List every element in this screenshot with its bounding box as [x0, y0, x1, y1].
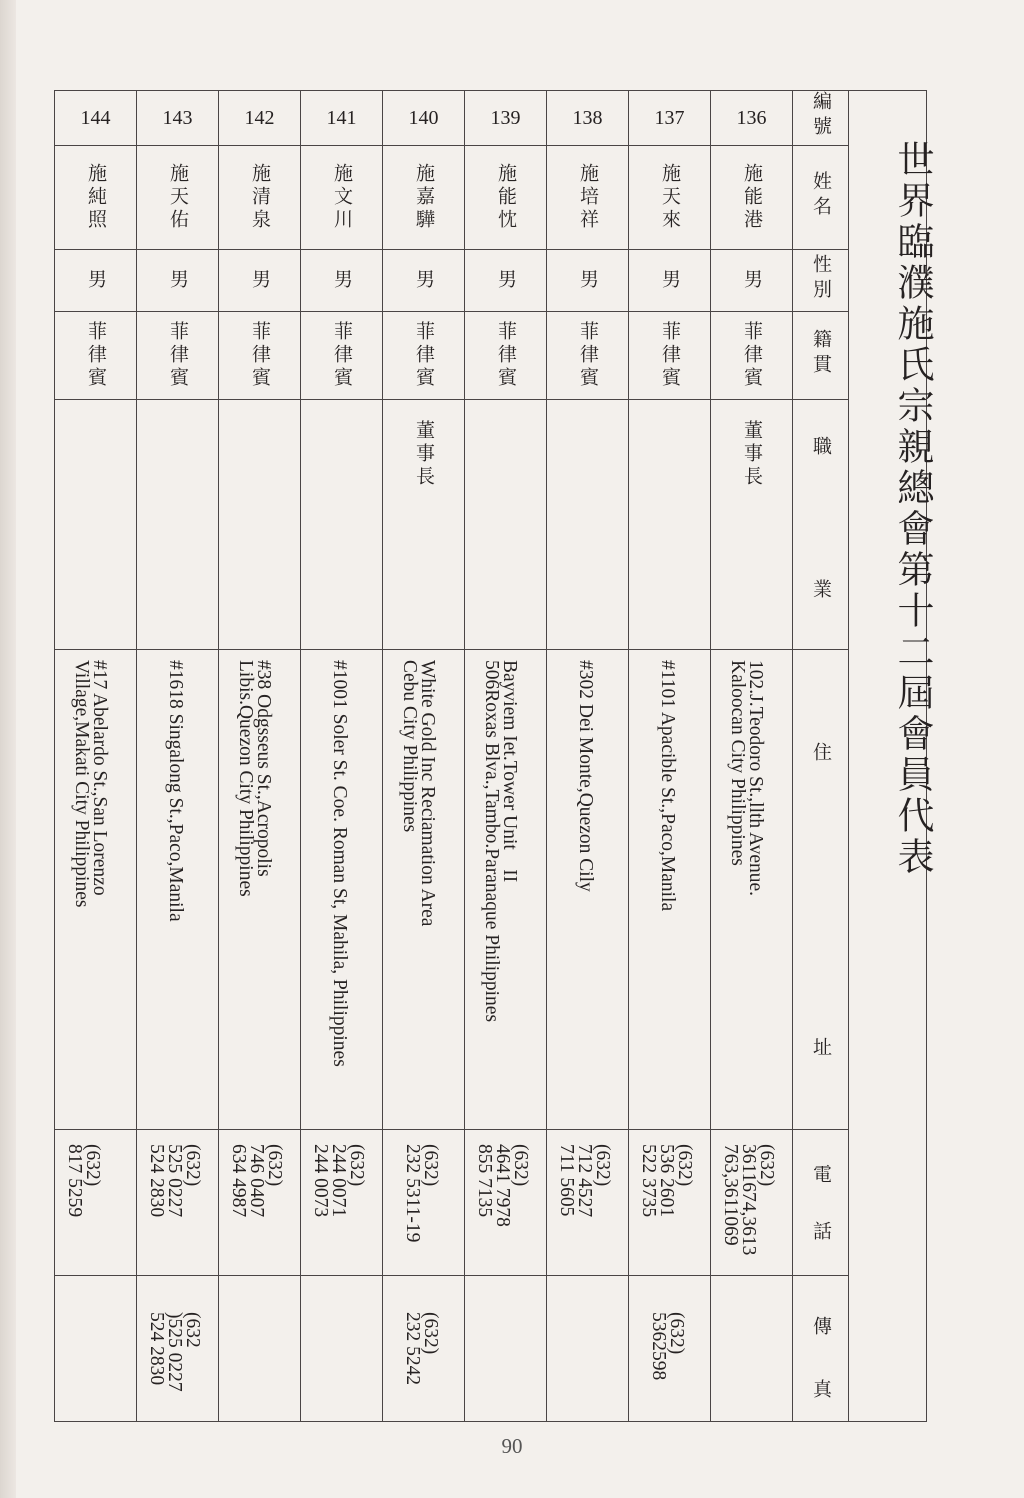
member-native: 菲律賓	[413, 321, 435, 390]
member-name: 施文川	[331, 163, 353, 232]
phone-line: 244 0071	[328, 1144, 349, 1218]
member-number: 140	[408, 106, 439, 129]
fax-line: 5362598	[648, 1312, 669, 1381]
member-native: 菲律賓	[249, 321, 271, 390]
page-number: 90	[501, 1434, 523, 1458]
member-name: 施天來	[659, 163, 681, 232]
header-label: 姓名	[810, 170, 832, 221]
address-line: #302 Dei Monte,Quezon Cily	[575, 660, 596, 892]
member-number: 144	[80, 106, 111, 129]
address-line: #38 Odgsseus St.,Acropolis	[253, 660, 274, 877]
address-line: #17 Abelardo St.,San Lorenzo	[89, 660, 110, 896]
phone-line: 522 3735	[638, 1144, 659, 1218]
phone-line: (632)	[82, 1144, 103, 1187]
member-number: 136	[736, 106, 767, 129]
member-gender: 男	[249, 269, 271, 292]
fax-line: )525 0227	[164, 1312, 185, 1392]
phone-line: (632)	[674, 1144, 695, 1187]
page-binding-edge	[0, 0, 16, 1498]
phone-line: (632)	[592, 1144, 613, 1187]
phone-line: 634 4987	[228, 1144, 249, 1218]
outer-frame	[54, 90, 927, 1422]
fax-line: 232 5242	[402, 1312, 423, 1386]
member-name: 施天佑	[167, 163, 189, 232]
member-number: 141	[326, 106, 357, 129]
phone-line: 746 0407	[246, 1144, 267, 1218]
member-gender: 男	[85, 269, 107, 292]
header-label: 話	[810, 1221, 832, 1246]
header-label: 性別	[810, 253, 832, 304]
fax-line: (632)	[420, 1312, 441, 1355]
phone-line: 525 0227	[164, 1144, 185, 1218]
member-gender: 男	[577, 269, 599, 292]
member-name: 施培祥	[577, 163, 599, 232]
header-label: 傳	[810, 1316, 832, 1341]
phone-line: 763,3611069	[720, 1144, 741, 1246]
phone-line: 817 5259	[64, 1144, 85, 1218]
header-label: 編號	[810, 91, 832, 141]
address-line: #1101 Apacible St.,Paco,Manila	[657, 660, 678, 912]
phone-line: 3611674,3613	[738, 1144, 759, 1256]
header-label: 電	[810, 1164, 832, 1189]
member-gender: 男	[741, 269, 763, 292]
address-line: #1001 Soler St. Coe. Roman St, Mahila, Philippines	[329, 660, 350, 1067]
member-number: 142	[244, 106, 275, 129]
phone-line: (632)	[182, 1144, 203, 1187]
phone-line: 524 2830	[146, 1144, 167, 1218]
member-native: 菲律賓	[577, 321, 599, 390]
member-native: 菲律賓	[495, 321, 517, 390]
member-gender: 男	[167, 269, 189, 292]
member-name: 施純照	[85, 163, 107, 232]
member-number: 139	[490, 106, 521, 129]
member-native: 菲律賓	[741, 321, 763, 390]
member-gender: 男	[495, 269, 517, 292]
page-title: 世界臨濮施氏宗親總會第十二屆會員代表	[891, 140, 934, 878]
member-gender: 男	[331, 269, 353, 292]
phone-line: (632)	[510, 1144, 531, 1187]
member-native: 菲律賓	[659, 321, 681, 390]
address-line: Kaloocan City Philippines	[727, 660, 748, 866]
fax-line: 524 2830	[146, 1312, 167, 1386]
address-line: #1618 Singalong St.,Paco,Manila	[165, 660, 186, 922]
header-label: 真	[810, 1379, 832, 1404]
header-label: 職	[810, 436, 832, 461]
address-line: White Gold Inc Reciamation Area	[417, 660, 438, 927]
address-line: Village,Makati City Philippines	[71, 660, 92, 908]
address-line: Libis.Quezon City Philippines	[235, 660, 256, 897]
member-occupation: 董事長	[741, 420, 763, 489]
phone-line: 4641 7978	[492, 1144, 513, 1227]
fax-line: (632	[182, 1312, 203, 1348]
address-line: Bayviem Iet.Tower Unit II	[499, 660, 520, 883]
header-label: 業	[810, 579, 832, 604]
phone-line: 711 5605	[556, 1144, 577, 1217]
member-native: 菲律賓	[85, 321, 107, 390]
member-native: 菲律賓	[167, 321, 189, 390]
phone-line: (632)	[346, 1144, 367, 1187]
member-number: 143	[162, 106, 193, 129]
phone-line: 244 0073	[310, 1144, 331, 1218]
phone-line: 232 5311-19	[402, 1144, 423, 1243]
member-native: 菲律賓	[331, 321, 353, 390]
address-line: Cebu City Philippines	[399, 660, 420, 833]
phone-line: (632)	[264, 1144, 285, 1187]
header-label: 籍貫	[810, 328, 832, 379]
member-name: 施清泉	[249, 163, 271, 232]
member-name: 施能忱	[495, 163, 517, 232]
member-occupation: 董事長	[413, 420, 435, 489]
phone-line: (632)	[420, 1144, 441, 1187]
fax-line: (632)	[666, 1312, 687, 1355]
member-number: 138	[572, 106, 603, 129]
phone-line: 855 7135	[474, 1144, 495, 1218]
header-label: 住	[810, 742, 832, 767]
address-line: 102.J.Teodoro St.,llth Avenue.	[745, 660, 766, 897]
address-line: 506Roxas Blva.,Tambo.Paranaque Philippines	[481, 660, 502, 1023]
member-number: 137	[654, 106, 685, 129]
phone-line: 712 4527	[574, 1144, 595, 1218]
phone-line: 536 2601	[656, 1144, 677, 1218]
member-gender: 男	[659, 269, 681, 292]
member-name: 施嘉驊	[413, 163, 435, 232]
phone-line: (632)	[756, 1144, 777, 1187]
member-name: 施能港	[741, 163, 763, 232]
header-label: 址	[810, 1037, 832, 1062]
member-gender: 男	[413, 269, 435, 292]
